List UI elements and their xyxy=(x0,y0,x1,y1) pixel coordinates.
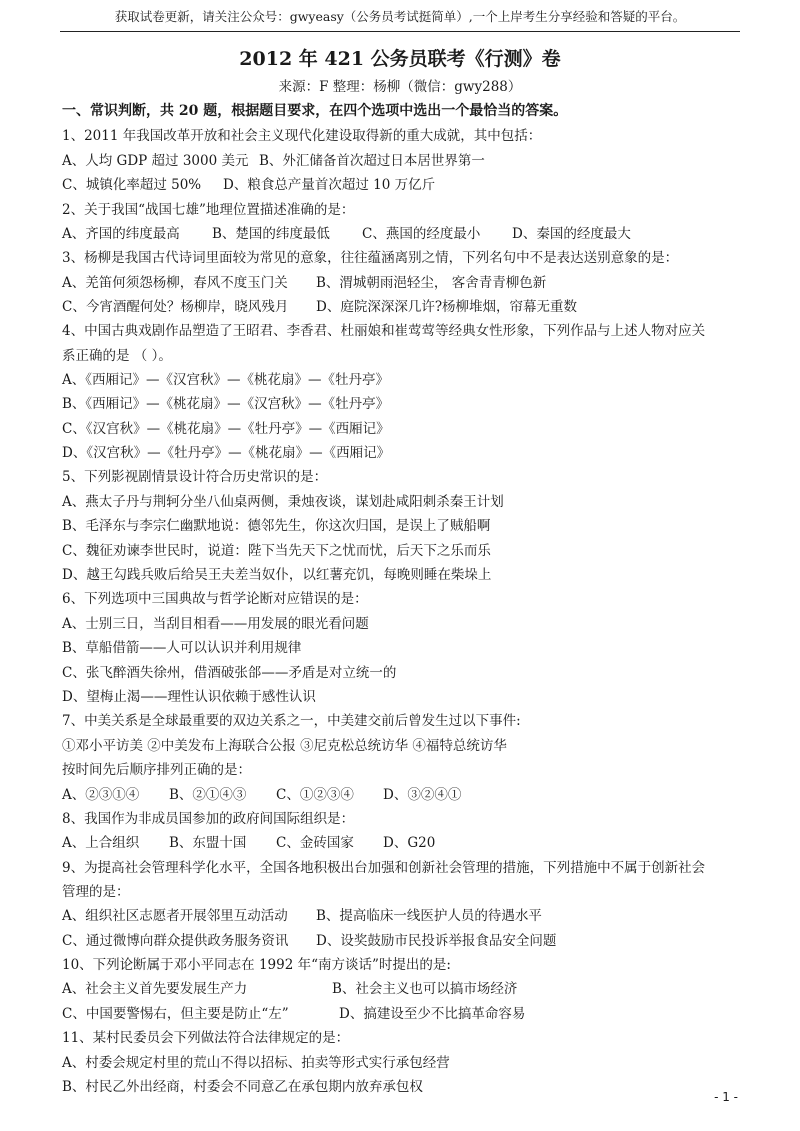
header-divider xyxy=(60,31,740,32)
option-c: C、魏征劝谏李世民时，说道：陛下当先天下之忧而忧，后天下之乐而乐 xyxy=(62,543,491,559)
option-c: C、城镇化率超过 50% xyxy=(62,177,202,193)
option-a: A、士别三日，当刮目相看——用发展的眼光看问题 xyxy=(62,616,369,632)
option-d: D、越王勾践兵败后给吴王夫差当奴仆，以红薯充饥，每晚则睡在柴垛上 xyxy=(62,567,492,583)
option-a: A、羌笛何须怨杨柳，春风不度玉门关 xyxy=(62,275,288,291)
option-c: C、①②③④ xyxy=(276,787,354,803)
option-b: B、毛泽东与李宗仁幽默地说：德邻先生，你这次归国，是误上了贼船啊 xyxy=(62,518,491,534)
question-stem: 2、关于我国“战国七雄”地理位置描述准确的是： xyxy=(62,202,355,218)
document-title: 2012 年 421 公务员联考《行测》卷 xyxy=(239,48,561,70)
option-a: A、燕太子丹与荆轲分坐八仙桌两侧，秉烛夜谈，谋划赴咸阳刺杀秦王计划 xyxy=(62,494,504,510)
question-stem: 4、中国古典戏剧作品塑造了王昭君、李香君、杜丽娘和崔莺莺等经典女性形象，下列作品与上述人物对应关 xyxy=(62,323,706,339)
option-d: D、搞建设至少不比搞革命容易 xyxy=(339,1006,526,1022)
option-c: C、通过微博向群众提供政务服务资讯 xyxy=(62,933,289,949)
question-stem: 11、某村民委员会下列做法符合法律规定的是： xyxy=(62,1030,350,1046)
question-stem: 5、下列影视剧情景设计符合历史常识的是： xyxy=(62,469,328,485)
option-c: C、张飞醉酒失徐州，借酒破张郃——矛盾是对立统一的 xyxy=(62,665,397,681)
option-b: B、外汇储备首次超过日本居世界第一 xyxy=(259,153,485,169)
source-line: 来源：F 整理：杨柳（微信：gwy288） xyxy=(278,79,522,95)
option-a: A、《西厢记》—《汉宫秋》—《桃花扇》—《牡丹亭》 xyxy=(62,372,389,388)
option-a: A、人均 GDP 超过 3000 美元 xyxy=(62,153,249,169)
option-row xyxy=(62,223,748,245)
question-stem: 3、杨柳是我国古代诗词里面较为常见的意象，往往蕴涵离别之情，下列名句中不是表达送别意象的是： xyxy=(62,250,679,266)
option-a: A、社会主义首先要发展生产力 xyxy=(62,981,248,997)
option-row xyxy=(62,150,748,172)
option-c: C、今宵酒醒何处？杨柳岸，晓风残月 xyxy=(62,299,289,315)
option-b: B、草船借箭——人可以认识并利用规律 xyxy=(62,640,302,656)
option-row xyxy=(62,832,748,854)
option-b: B、提高临床一线医护人员的待遇水平 xyxy=(316,908,542,924)
question-stem: 1、2011 年我国改革开放和社会主义现代化建设取得新的重大成就，其中包括： xyxy=(62,128,542,144)
option-c: C、《汉宫秋》—《桃花扇》—《牡丹亭》—《西厢记》 xyxy=(62,421,390,437)
option-c: C、中国要警惕右，但主要是防止“左” xyxy=(62,1006,289,1022)
option-c: C、金砖国家 xyxy=(276,835,354,851)
option-b: B、楚国的纬度最低 xyxy=(212,226,330,242)
question-prompt: 按时间先后顺序排列正确的是： xyxy=(62,762,251,778)
question-stem-continued: 管理的是： xyxy=(62,884,130,900)
option-row xyxy=(62,296,748,318)
option-b: B、②①④③ xyxy=(169,787,247,803)
question-stem: 6、下列选项中三国典故与哲学论断对应错误的是： xyxy=(62,591,368,607)
option-row xyxy=(62,1003,748,1025)
option-a: A、②③①④ xyxy=(62,787,140,803)
page-number: - 1 - xyxy=(714,1090,738,1104)
option-d: D、粮食总产量首次超过 10 万亿斤 xyxy=(223,177,436,193)
option-b: B、东盟十国 xyxy=(169,835,247,851)
question-stem: 7、中美关系是全球最重要的双边关系之一，中美建交前后曾发生过以下事件: xyxy=(62,713,521,729)
event-list: ①邓小平访美 ②中美发布上海联合公报 ③尼克松总统访华 ④福特总统访华 xyxy=(62,738,507,754)
option-a: A、村委会规定村里的荒山不得以招标、拍卖等形式实行承包经营 xyxy=(62,1055,450,1071)
option-row xyxy=(62,978,748,1000)
question-stem: 8、我国作为非成员国参加的政府间国际组织是： xyxy=(62,811,355,827)
question-stem-continued: 系正确的是 （ ）。 xyxy=(62,348,172,364)
header-notice: 获取试卷更新，请关注公众号：gwyeasy（公务员考试挺简单）,一个上岸考生分享经验和答疑的平台。 xyxy=(114,9,686,24)
option-row xyxy=(62,930,748,952)
question-stem: 9、为提高社会管理科学化水平，全国各地积极出台加强和创新社会管理的措施，下列措施中不属于创新社会 xyxy=(62,860,706,876)
question-stem: 10、下列论断属于邓小平同志在 1992 年“南方谈话”时提出的是: xyxy=(62,957,451,973)
option-d: D、G20 xyxy=(383,835,436,851)
option-a: A、齐国的纬度最高 xyxy=(62,226,180,242)
option-d: D、秦国的经度最大 xyxy=(512,226,631,242)
option-a: A、上合组织 xyxy=(62,835,140,851)
option-b: B、社会主义也可以搞市场经济 xyxy=(332,981,518,997)
option-row xyxy=(62,272,748,294)
option-b: B、村民乙外出经商，村委会不同意乙在承包期内放弃承包权 xyxy=(62,1079,423,1095)
option-d: D、设奖鼓励市民投诉举报食品安全问题 xyxy=(316,933,557,949)
option-row xyxy=(62,174,748,196)
option-c: C、燕国的经度最小 xyxy=(362,226,481,242)
option-d: D、③②④① xyxy=(383,787,462,803)
option-d: D、《汉宫秋》—《牡丹亭》—《桃花扇》—《西厢记》 xyxy=(62,445,391,461)
section-heading: 一、常识判断，共 20 题，根据题目要求，在四个选项中选出一个最恰当的答案。 xyxy=(62,103,568,119)
option-b: B、《西厢记》—《桃花扇》—《汉宫秋》—《牡丹亭》 xyxy=(62,396,390,412)
option-a: A、组织社区志愿者开展邻里互动活动 xyxy=(62,908,288,924)
option-d: D、庭院深深深几许?杨柳堆烟，帘幕无重数 xyxy=(316,299,578,315)
option-d: D、望梅止渴——理性认识依赖于感性认识 xyxy=(62,689,316,705)
option-b: B、渭城朝雨浥轻尘， 客舍青青柳色新 xyxy=(316,275,547,291)
option-row xyxy=(62,784,748,806)
option-row xyxy=(62,905,748,927)
